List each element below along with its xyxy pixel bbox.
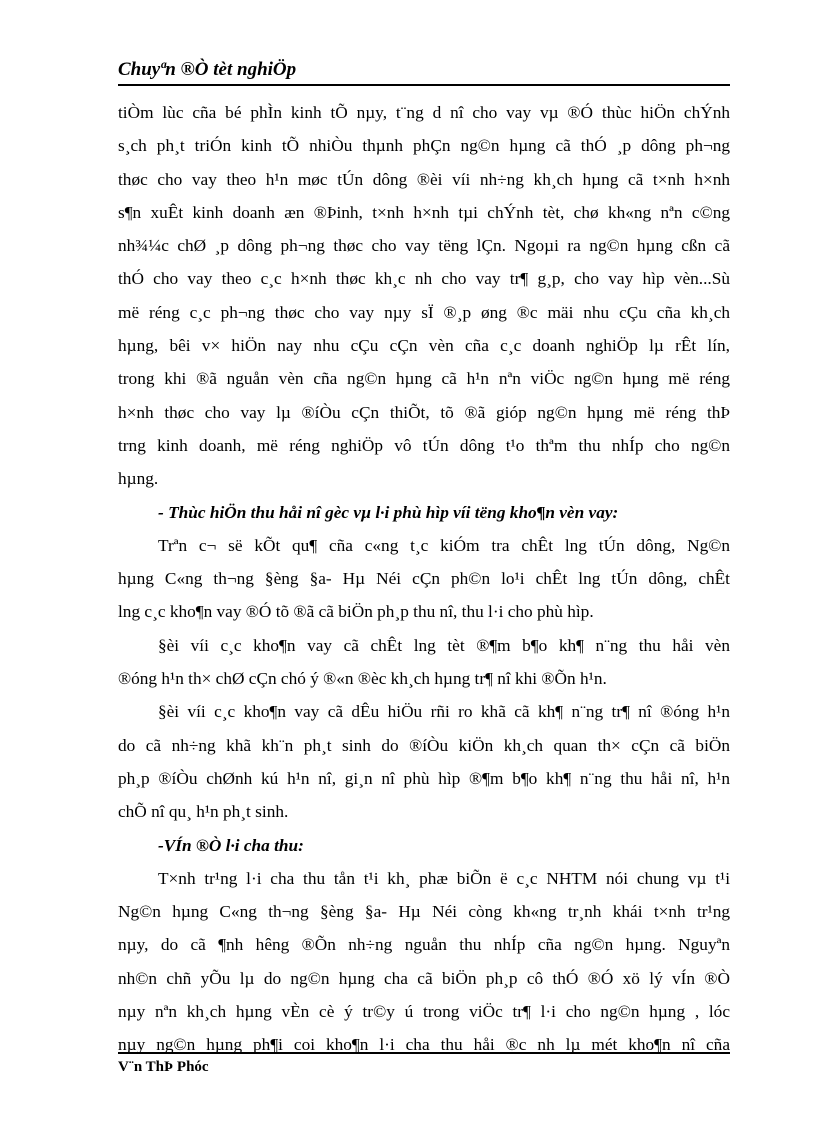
text-line: h×nh thøc cho vay lµ ®íÒu cÇn thiÕt, tõ ®ã gióp ng©n hµng më réng thÞ <box>118 402 730 422</box>
text-line: s¶n xuÊt kinh doanh æn ®Þinh, t×nh h×nh tµi chÝnh tèt, chø kh«ng nªn c©ng <box>118 202 730 222</box>
text-line: s¸ch ph¸t triÓn kinh tÕ nhiÒu thµnh phÇn ng©n hµng cã thÓ ¸p dông ph¬ng <box>118 136 730 156</box>
header-rule <box>118 84 730 86</box>
text-line: hµng C«ng th¬ng §èng §a- Hµ Néi cÇn ph©n lo¹i chÊt lng tÚn dông, chÊt <box>118 569 730 589</box>
text-line: Trªn c¬ së kÕt qu¶ cña c«ng t¸c kiÓm tra chÊt lng tÚn dông, Ng©n <box>158 535 730 555</box>
text-line: trong khi ®ã nguån vèn cña ng©n hµng cã h¹n nªn viÖc ng©n hµng më réng <box>118 369 730 389</box>
page-header-title: Chuyªn ®Ò tèt nghiÖp <box>118 59 297 80</box>
text-line: nh¾¼c chØ ¸p dông ph¬ng thøc cho vay tëng lÇn. Ngoµi ra ng©n hµng cßn cã <box>118 236 730 256</box>
text-line: trng kinh doanh, më réng nghiÖp vô tÚn dông t¹o thªm thu nhÍp cho ng©n <box>118 435 730 455</box>
footer-author: V¨n ThÞ Phóc <box>118 1059 209 1075</box>
text-line: §èi víi c¸c kho¶n vay cã chÊt lng tèt ®¶m b¶o kh¶ n¨ng thu håi vèn <box>158 635 730 655</box>
text-line: §èi víi c¸c kho¶n vay cã dÊu hiÖu rñi ro khã cã kh¶ n¨ng tr¶ nî ®óng h¹n <box>158 702 730 722</box>
text-line: nh©n chñ yÕu lµ do ng©n hµng cha cã biÖn ph¸p cô thÓ ®Ó xö lý vÍn ®Ò <box>118 968 730 988</box>
text-line: thøc cho vay theo h¹n møc tÚn dông ®èi víi nh÷ng kh¸ch hµng cã t×nh h×nh <box>118 169 730 189</box>
text-line: chÕ nî qu¸ h¹n ph¸t sinh. <box>118 802 289 822</box>
section-heading: -VÍn ®Ò l·i cha thu: <box>158 835 304 855</box>
text-line: nµy nªn kh¸ch hµng vÈn cè ý tr©y ú trong viÖc tr¶ l·i cho ng©n hµng , lóc <box>118 1002 730 1022</box>
footer-rule <box>118 1052 730 1054</box>
text-line: nµy, do cã ¶nh hêng ®Õn nh÷ng nguån thu nhÍp cña ng©n hµng. Nguyªn <box>118 935 730 955</box>
text-line: hµng. <box>118 469 159 489</box>
document-body <box>118 96 730 1062</box>
text-line: nµy ng©n hµng ph¶i coi kho¶n l·i cha thu håi ®c nh lµ mét kho¶n nî cña <box>118 1035 730 1055</box>
text-line: thÓ cho vay theo c¸c h×nh thøc kh¸c nh cho vay tr¶ g¸p, cho vay hìp vèn...Sù <box>118 269 730 289</box>
text-line: tiÒm lùc cña bé phÌn kinh tÕ nµy, t¨ng d nî cho vay vµ ®Ó thùc hiÖn chÝnh <box>118 103 730 122</box>
text-line: do cã nh÷ng khã kh¨n ph¸t sinh do ®íÒu kiÖn kh¸ch quan th× cÇn cã biÖn <box>118 735 730 755</box>
text-line: T×nh tr¹ng l·i cha thu tån t¹i kh¸ phæ biÕn ë c¸c NHTM nói chung vµ t¹i <box>158 868 730 888</box>
text-line: hµng, bêi v× hiÖn nay nhu cÇu cÇn vèn cña c¸c doanh nghiÖp lµ rÊt lín, <box>118 336 730 356</box>
text-line: ®óng h¹n th× chØ cÇn chó ý ®«n ®èc kh¸ch hµng tr¶ nî khi ®Õn h¹n. <box>118 669 607 689</box>
section-heading: - Thùc hiÖn thu håi nî gèc vµ l·i phù hìp víi tëng kho¶n vèn vay: <box>158 502 619 522</box>
text-line: më réng c¸c ph¬ng thøc cho vay nµy sÏ ®¸p øng ®c mäi nhu cÇu cña kh¸ch <box>118 302 730 322</box>
text-line: Ng©n hµng C«ng th¬ng §èng §a- Hµ Néi còng kh«ng tr¸nh khái t×nh tr¹ng <box>118 902 730 922</box>
text-line: ph¸p ®íÒu chØnh kú h¹n nî, gi¸n nî phù hìp ®¶m b¶o kh¶ n¨ng thu håi nî, h¹n <box>118 768 730 788</box>
text-line: lng c¸c kho¶n vay ®Ó tõ ®ã cã biÖn ph¸p thu nî, thu l·i cho phù hìp. <box>118 602 594 622</box>
